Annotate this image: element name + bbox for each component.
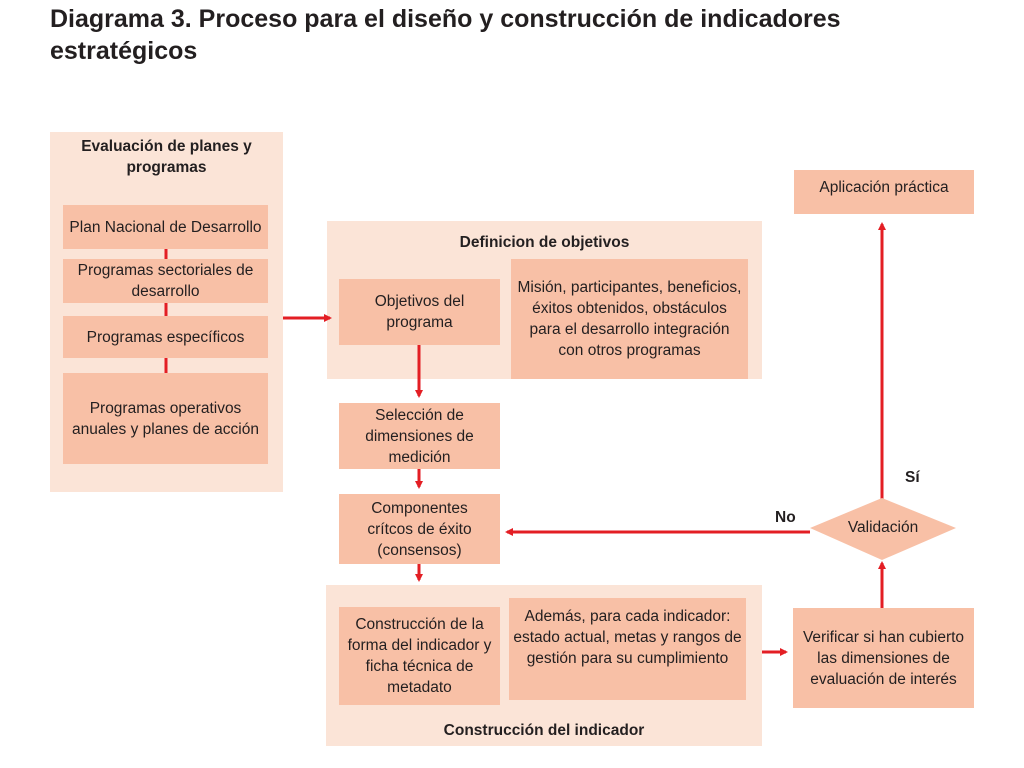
evaluacion-heading: Evaluación de planes y programas <box>81 138 252 176</box>
si-label: Sí <box>905 469 920 486</box>
plan-nacional-box: Plan Nacional de Desarrollo <box>63 205 268 249</box>
no-label: No <box>775 509 796 526</box>
construccion-heading: Construcción del indicador <box>443 722 645 739</box>
diagram-title: Diagrama 3. Proceso para el diseño y construcción de indicadores estratégicos <box>50 5 841 65</box>
mision-box: Misión, participantes, beneficios, éxitos obtenidos, obstáculos para el desarrollo integración con otros programas <box>511 259 748 379</box>
objetivos-box: Objetivos del programa <box>339 279 500 345</box>
definicion-heading: Definicion de objetivos <box>459 234 630 251</box>
programas-especificos-box: Programas específicos <box>63 316 268 358</box>
programas-operativos-box: Programas operativos anuales y planes de acción <box>63 373 268 464</box>
validacion-label: Validación <box>847 519 919 536</box>
seleccion-box: Selección de dimensiones de medición <box>339 403 500 469</box>
ademas-box: Además, para cada indicador: estado actual, metas y rangos de gestión para su cumplimiento <box>509 598 746 700</box>
programas-sectoriales-box: Programas sectoriales de desarrollo <box>63 259 268 303</box>
construccion-forma-box: Construcción de la forma del indicador y ficha técnica de metadato <box>339 607 500 705</box>
verificar-box: Verificar si han cubierto las dimensiones de evaluación de interés <box>793 608 974 708</box>
aplicacion-box: Aplicación práctica <box>794 170 974 214</box>
componentes-box: Componentes crítcos de éxito (consensos) <box>339 494 500 564</box>
